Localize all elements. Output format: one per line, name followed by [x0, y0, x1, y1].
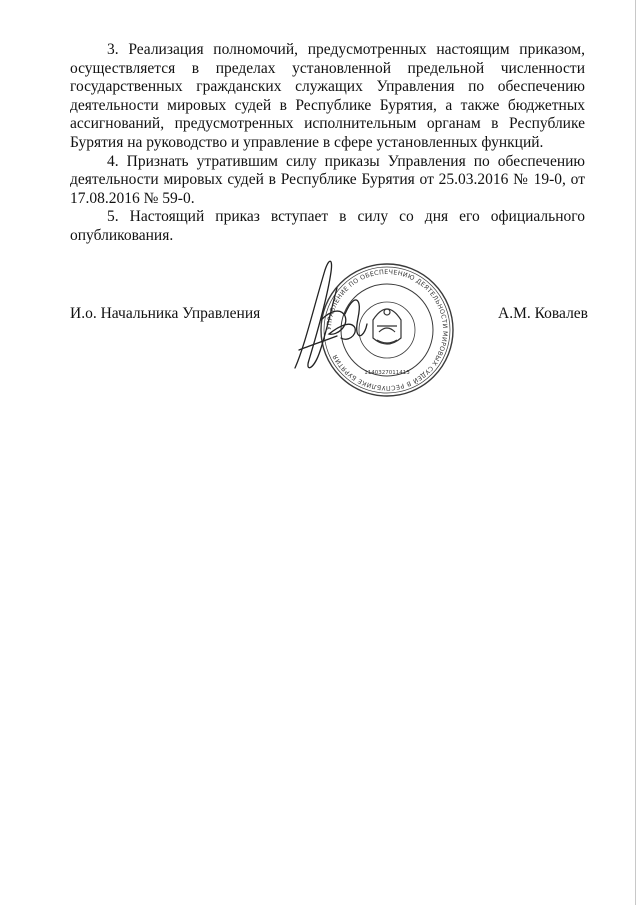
document-body: [70, 41, 585, 246]
emblem-icon: [373, 309, 401, 344]
stamp-ring-textpath: УПРАВЛЕНИЕ ПО ОБЕСПЕЧЕНИЮ ДЕЯТЕЛЬНОСТИ МИРОВЫХ СУДЕЙ В РЕСПУБЛИКЕ БУРЯТИЯ: [325, 268, 449, 392]
signatory-name: А.М. Ковалев: [498, 305, 588, 322]
paragraph-3: 3. Реализация полномочий, предусмотренных настоящим приказом, осуществляется в пределах установленной предельной численности государственных гражданских служащих Управления по обеспечению деятельности мировых судей в Республике Бурятия, а также бюджетных ассигнований, предусмотренных исполнительным органам в Республике Бурятия на руководство и управление в сфере установленных функций.: [70, 41, 585, 151]
paragraph-5: 5. Настоящий приказ вступает в силу со дня его официального опубликования.: [70, 208, 585, 244]
page-edge-line: [635, 0, 636, 905]
official-stamp: [285, 250, 465, 410]
stamp-number: 1140327011413: [364, 370, 410, 376]
paragraph-4: 4. Признать утратившим силу приказы Управления по обеспечению деятельности мировых судей в Республике Бурятия от 25.03.2016 № 19-0, от 17.08.2016 № 59-0.: [70, 152, 585, 207]
signatory-title: И.о. Начальника Управления: [70, 305, 261, 322]
